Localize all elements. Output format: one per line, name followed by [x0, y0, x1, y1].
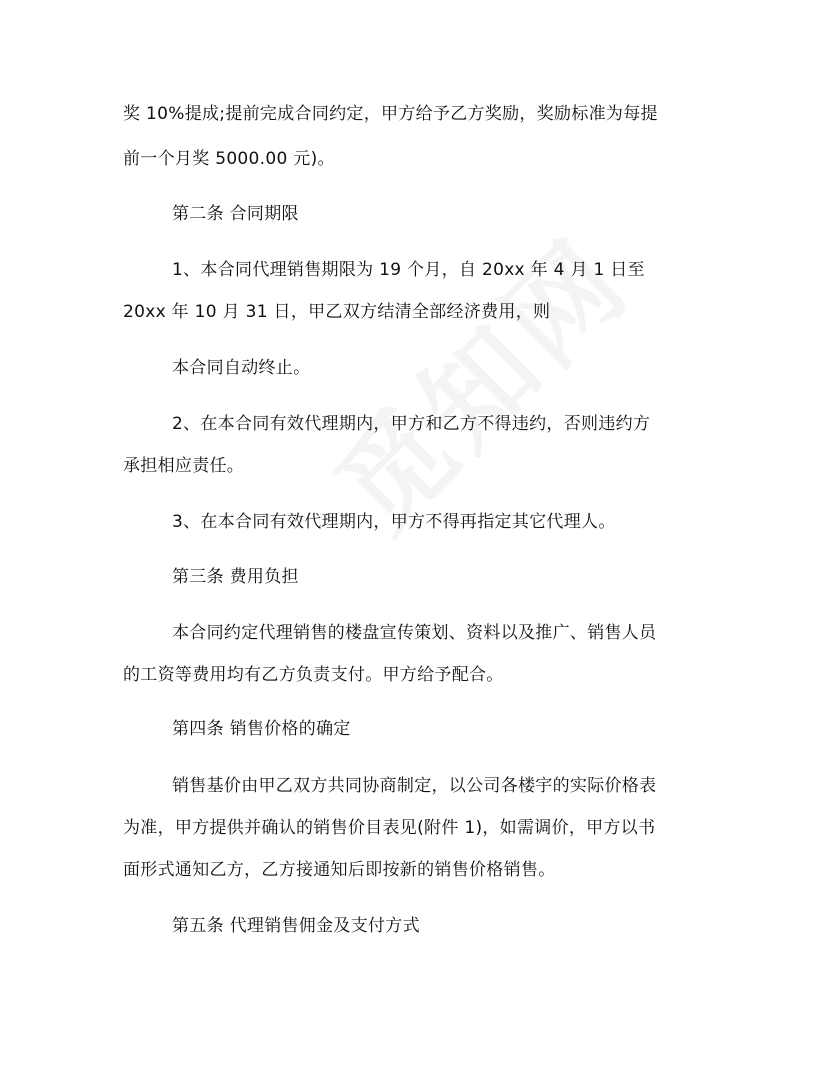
paragraph-line: 1、本合同代理销售期限为 19 个月，自 20xx 年 4 月 1 日至	[172, 260, 645, 280]
paragraph-line: 承担相应责任。	[123, 456, 245, 476]
paragraph-line: 面形式通知乙方，乙方接通知后即按新的销售价格销售。	[123, 860, 556, 880]
paragraph-line: 销售基价由甲乙双方共同协商制定，以公司各楼宇的实际价格表	[172, 776, 657, 796]
paragraph-line: 20xx 年 10 月 31 日，甲乙双方结清全部经济费用，则	[123, 302, 551, 322]
paragraph-line: 奖 10%提成;提前完成合同约定，甲方给予乙方奖励，奖励标准为每提	[123, 104, 658, 124]
section-heading: 第四条 销售价格的确定	[172, 719, 351, 739]
section-heading: 第五条 代理销售佣金及支付方式	[172, 916, 420, 936]
paragraph-line: 为准，甲方提供并确认的销售价目表见(附件 1)，如需调价，甲方以书	[123, 818, 656, 838]
section-heading: 第三条 费用负担	[172, 567, 299, 587]
paragraph-line: 前一个月奖 5000.00 元)。	[123, 149, 335, 169]
paragraph-line: 2、在本合同有效代理期内，甲方和乙方不得违约，否则违约方	[172, 414, 651, 434]
section-heading: 第二条 合同期限	[172, 204, 299, 224]
paragraph-line: 本合同自动终止。	[172, 358, 311, 378]
paragraph-line: 本合同约定代理销售的楼盘宣传策划、资料以及推广、销售人员	[172, 623, 657, 643]
paragraph-line: 3、在本合同有效代理期内，甲方不得再指定其它代理人。	[172, 512, 616, 532]
paragraph-line: 的工资等费用均有乙方负责支付。甲方给予配合。	[123, 665, 504, 685]
watermark	[296, 198, 658, 560]
